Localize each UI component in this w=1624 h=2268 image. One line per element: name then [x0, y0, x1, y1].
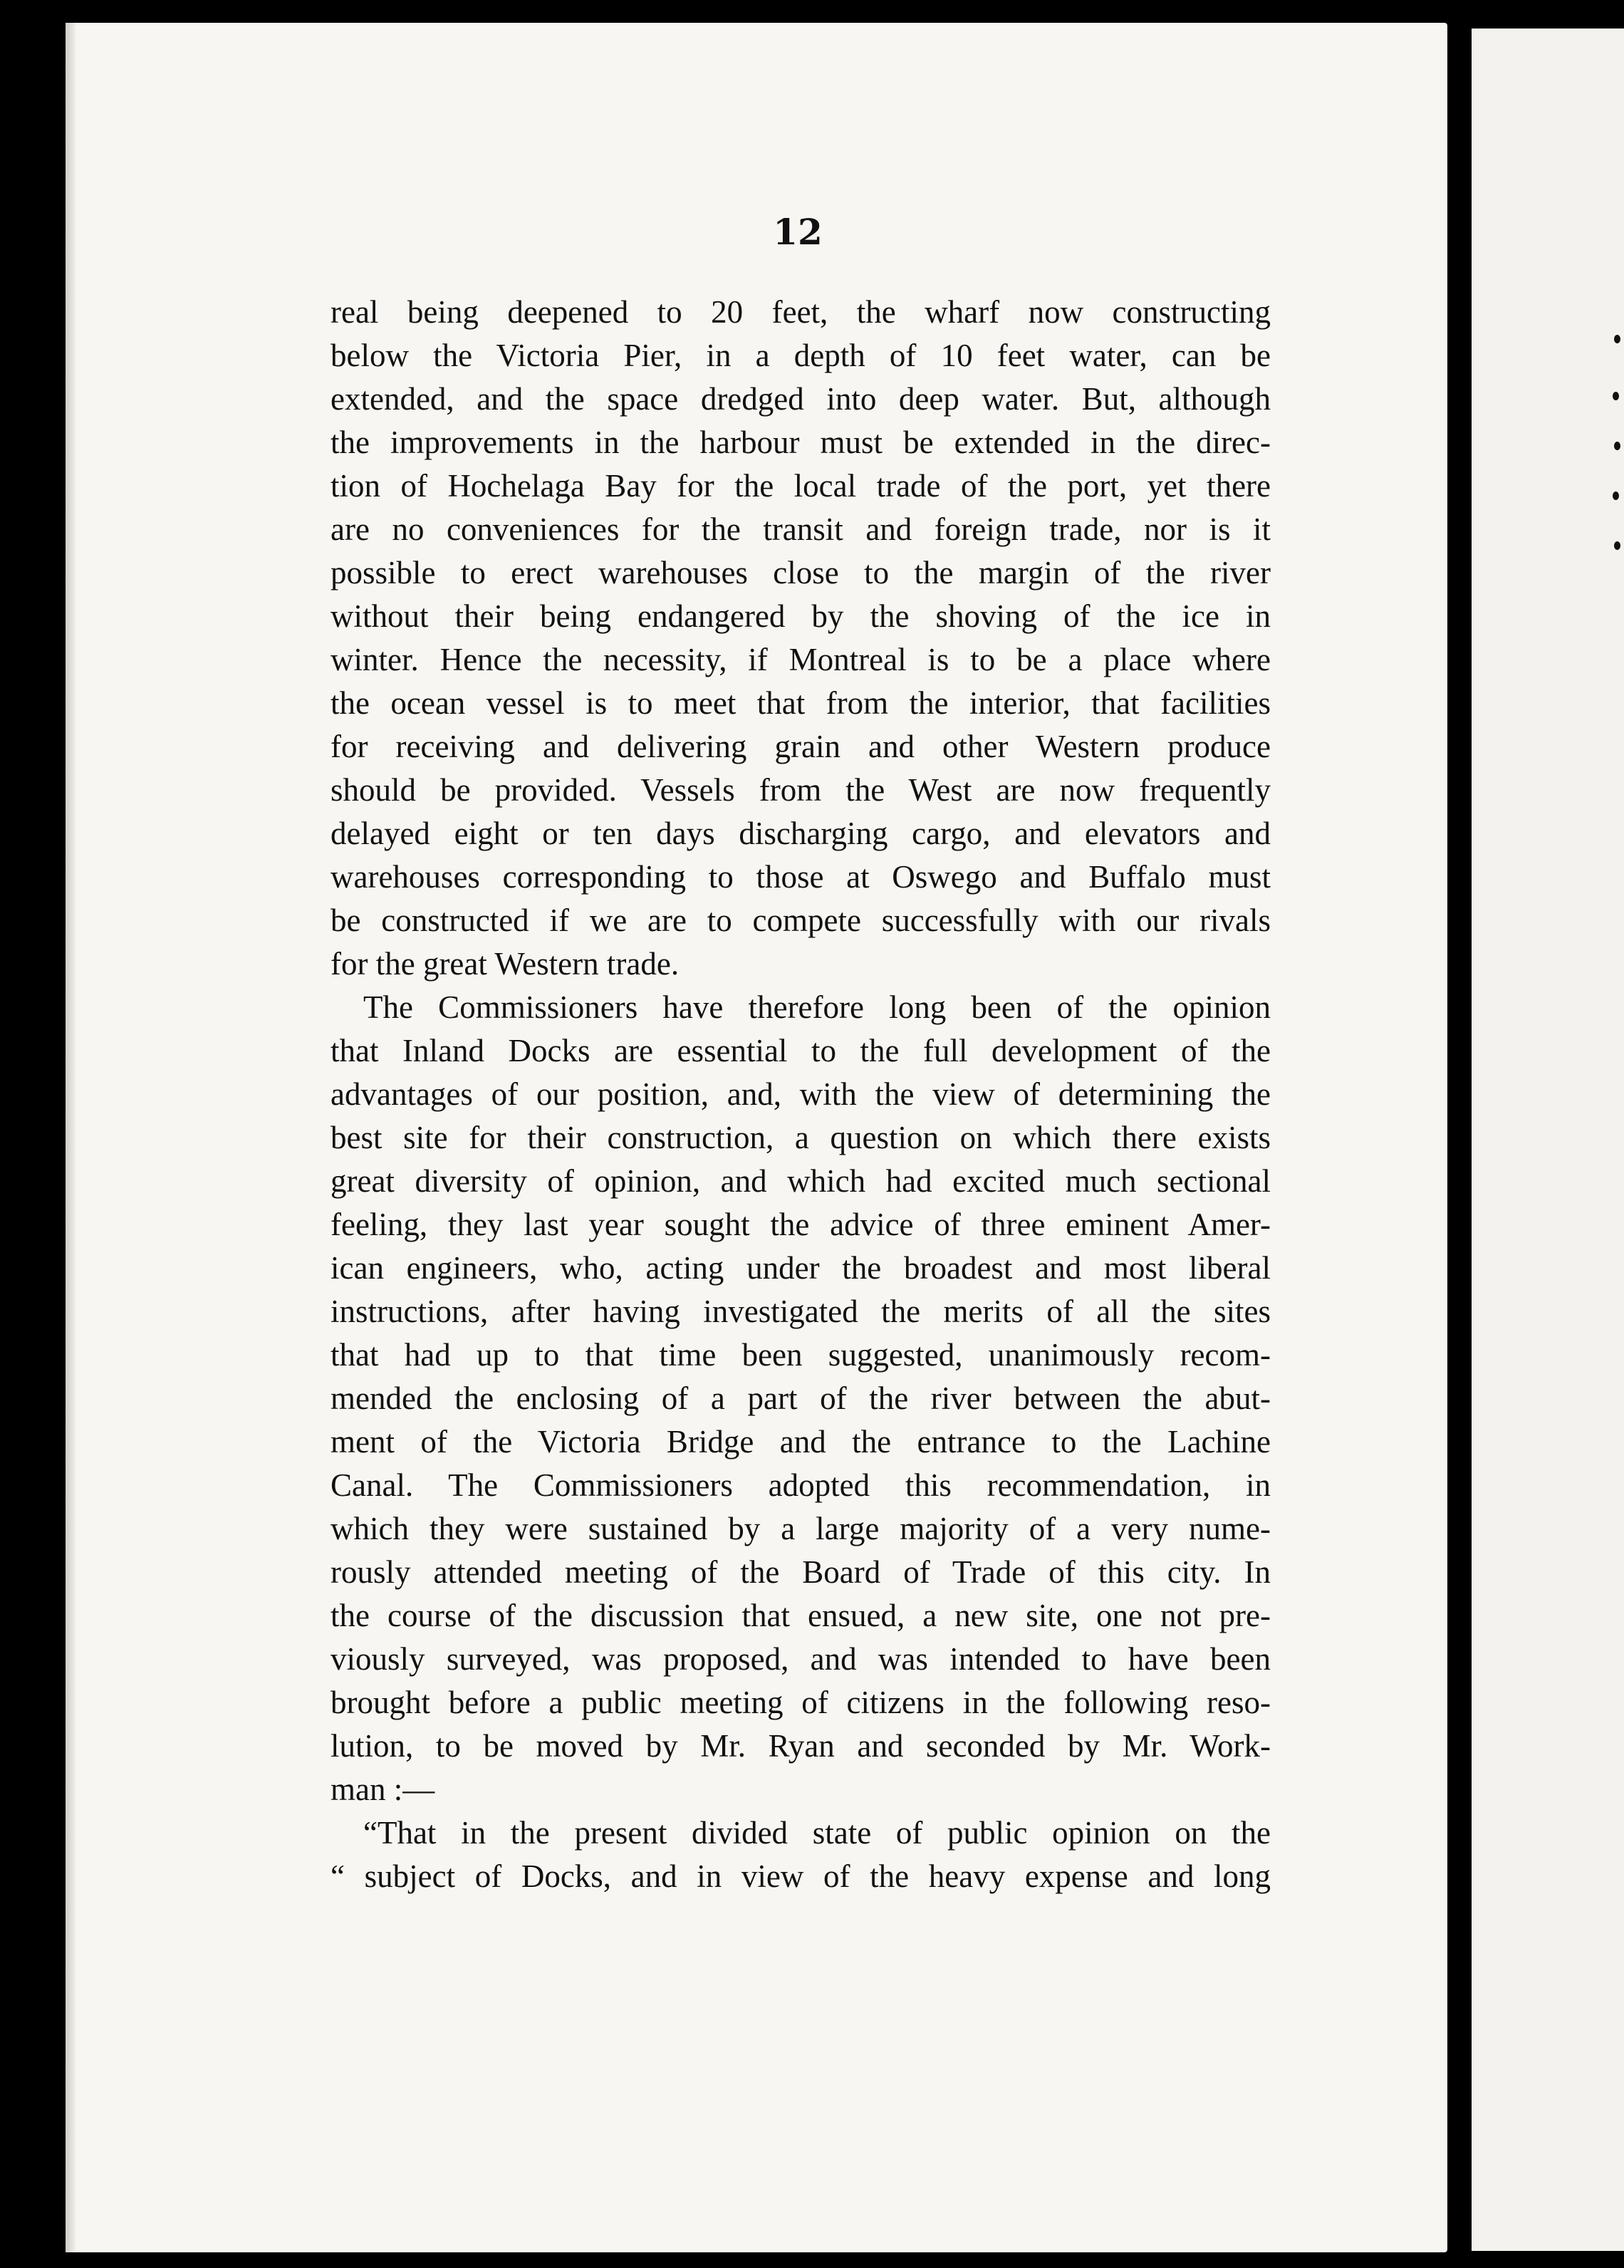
body-text [330, 291, 1271, 1898]
text-line: advantages of our position, and, with the view of determining the [330, 1076, 1271, 1112]
text-line: warehouses corresponding to those at Oswego and Buffalo must [330, 859, 1271, 895]
paragraph-3-quotation [330, 1811, 1271, 1898]
paragraph-2 [330, 986, 1271, 1811]
text-line: that Inland Docks are essential to the full development of the [330, 1033, 1271, 1068]
text-line: tion of Hochelaga Bay for the local trade of the port, yet there [330, 468, 1271, 504]
text-line: ment of the Victoria Bridge and the entrance to the Lachine [330, 1424, 1271, 1460]
text-line: the course of the discussion that ensued, a new site, one not pre- [330, 1598, 1271, 1633]
paragraph-1 [330, 291, 1271, 986]
text-line: The Commissioners have therefore long been of the opinion [363, 989, 1271, 1025]
text-line: should be provided. Vessels from the West are now frequently [330, 772, 1271, 808]
text-line: which they were sustained by a large majority of a very nume- [330, 1511, 1271, 1546]
text-line: viously surveyed, was proposed, and was intended to have been [330, 1641, 1271, 1677]
text-line: be constructed if we are to compete successfully with our rivals [330, 902, 1271, 938]
ink-speck [1614, 442, 1620, 450]
text-line: possible to erect warehouses close to the margin of the river [330, 555, 1271, 591]
text-line: brought before a public meeting of citizens in the following reso- [330, 1685, 1271, 1720]
ink-speck [1614, 541, 1620, 550]
text-line: real being deepened to 20 feet, the wharf now constructing [330, 294, 1271, 330]
text-line: without their being endangered by the shoving of the ice in [330, 598, 1271, 634]
text-line: feeling, they last year sought the advice of three eminent Amer- [330, 1207, 1271, 1242]
text-line: winter. Hence the necessity, if Montreal is to be a place where [330, 642, 1271, 677]
text-line: for the great Western trade. [330, 946, 680, 982]
text-line: rously attended meeting of the Board of Trade of this city. In [330, 1554, 1271, 1590]
text-line: Canal. The Commissioners adopted this recommendation, in [330, 1467, 1271, 1503]
text-line: that had up to that time been suggested, unanimously recom- [330, 1337, 1271, 1373]
text-line: instructions, after having investigated the merits of all the sites [330, 1294, 1271, 1329]
text-line: best site for their construction, a question on which there exists [330, 1120, 1271, 1155]
adjacent-page-fragment [1472, 28, 1624, 2251]
text-line: the ocean vessel is to meet that from the interior, that facilities [330, 685, 1271, 721]
text-line: delayed eight or ten days discharging cargo, and elevators and [330, 816, 1271, 851]
text-line: are no conveniences for the transit and foreign trade, nor is it [330, 511, 1271, 547]
text-line: ican engineers, who, acting under the broadest and most liberal [330, 1250, 1271, 1286]
text-line: “ subject of Docks, and in view of the heavy expense and long [330, 1858, 1271, 1894]
ink-speck [1613, 491, 1619, 500]
ink-speck [1614, 335, 1620, 343]
text-line: below the Victoria Pier, in a depth of 10 feet water, can be [330, 338, 1271, 373]
text-line: extended, and the space dredged into deep water. But, although [330, 381, 1271, 417]
page-number: 12 [773, 211, 823, 253]
text-line: man :— [330, 1772, 435, 1807]
text-line: mended the enclosing of a part of the river between the abut- [330, 1380, 1271, 1416]
page-edge-shadow [66, 23, 76, 2252]
text-line: the improvements in the harbour must be extended in the direc- [330, 425, 1271, 460]
text-line: “That in the present divided state of public opinion on the [363, 1815, 1271, 1851]
text-line: great diversity of opinion, and which had excited much sectional [330, 1163, 1271, 1199]
text-line: for receiving and delivering grain and other Western produce [330, 729, 1271, 764]
ink-speck [1613, 392, 1619, 400]
text-line: lution, to be moved by Mr. Ryan and seconded by Mr. Work- [330, 1728, 1271, 1764]
